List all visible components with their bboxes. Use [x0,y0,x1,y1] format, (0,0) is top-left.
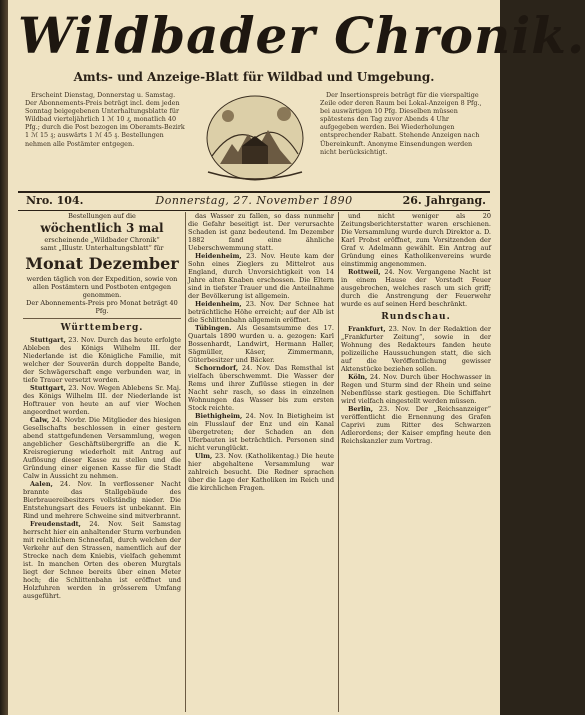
article-place: Tübingen. [195,324,232,332]
article-text: Als Gesamtsumme des 17. Quartals 1890 wurden u. a. gezogen: Karl Bossenhardt, Landwirt, Hermann Haller, Sägmüller, Käser, Zimmermann, Güterbesitzer und Bäcker. [188,324,334,364]
column-1 [23,212,181,712]
advert-month: Monat Dezember [25,254,179,273]
volume-year: 26. Jahrgang. [402,194,486,207]
article-place: Freudenstadt, [30,520,81,528]
article-place: Rottweil, [348,268,381,276]
article-place: Heidenheim, [195,300,242,308]
article-text: und nicht weniger als 20 Zeitungsberichterstatter waren erschienen. Die Versammlung wurde durch Direktor a. D. Karl Probst eröffnet, zum Vorsitzenden der Graf v. Adelmann gewählt. Ein Antrag auf Gründung eines Katholikenvereins wurde einstimmig angenommen. [341,212,491,268]
article [23,520,181,600]
article-place: Heidenheim, [195,252,242,260]
article [188,212,334,252]
article-place: Aalen, [30,480,53,488]
column-divider-1 [185,212,186,712]
article-text: 23. Nov. Der „Reichsanzeiger“ veröffentlicht die Ernennung des Grafen Caprivi zum Ritter des Schwarzen Adlerordens; der Kaiser empfing heute den Reichskanzler zum Vortrag. [341,405,491,445]
article-place: Berlin, [348,405,373,413]
article [341,212,491,268]
advert-line: samt „Illustr. Unterhaltungsblatt“ für [40,244,164,252]
article-text: 23. Nov. (Katholikentag.) Die heute hier abgehaltene Versammlung war zahlreich besucht. Die Redner sprachen über die Lage der Katholiken im Reich und die kirchlichen Fragen. [188,452,334,492]
article [23,416,181,480]
article-text: 24. Nov. Durch über Hochwasser in Regen und Sturm sind der Rhein und seine Nebenflüsse stark gestiegen. Die Schiffahrt wird vielfach eingestellt werden müssen. [341,373,491,405]
article [188,452,334,492]
column-3 [341,212,491,712]
issue-date: Donnerstag, 27. November 1890 [155,194,353,207]
article-text: 24. Nov. Das Remsthal ist vielfach überschwemmt. Die Wasser der Rems und ihrer Zuflüsse stiegen in der Nacht sehr rasch, so dass in einzelnen Wohnungen das Wasser bis zum ersten Stock reichte. [188,364,334,412]
article [188,300,334,324]
advert-rule [23,318,181,319]
article-text: 23. Nov. Durch das heute erfolgte Ableben des Königs Wilhelm III. der Niederlande ist die Königliche Familie, mit welcher der Souverän durch doppelte Bande, der Schwägerschaft enge verbunden war, in tiefe Trauer versetzt worden. [23,336,181,384]
article-place: Frankfurt, [348,325,386,333]
subscription-info-text: Erscheint Dienstag, Donnerstag u. Samstag. Der Abonnements-Preis beträgt incl. dem jeden Sonntag beigegebenen Unterhaltungsblatte für Wildbad vierteljährlich 1 ℳ 10 ₰, monatlich 40 Pfg.; durch die Post bezogen im Oberamts-Bezirk 1 ℳ 15 ₰; auswärts 1 ℳ 45 ₰. Bestellungen nehmen alle Postämter entgegen. [25,91,185,148]
article-place: Calw, [30,416,50,424]
article [188,364,334,412]
article-text: 24. Nov. In Bietigheim ist ein Flusslauf der Enz und ein Kanal übergetreten; der Schaden an den Uferbauten ist beträchtlich. Personen sind nicht verunglückt. [188,412,334,452]
article [341,325,491,373]
article-text: 24. Novbr. Die Mitglieder des hiesigen Gesellschafts beschlossen in einer gestern abend stattgefundenen Versammlung, wegen angeblicher Geschäftsübergriffe an die K. Kreisregierung wiederholt mit Antrag auf Auflösung dieser Kasse zu stellen und die Gründung einer eigenen Kasse für die Stadt Calw in Aussicht zu nehmen. [23,416,181,480]
article [188,324,334,364]
article-text: 23. Nov. In der Redaktion der „Frankfurter Zeitung“, sowie in der Wohnung des Redakteurs fanden heute polizeiliche Haussuchungen statt, die sich auf die Veröffentlichung gewisser Aktenstücke beziehen sollen. [341,325,491,373]
article-place: Köln, [348,373,368,381]
article-place: Stuttgart, [30,336,66,344]
book-binding [0,0,8,715]
advertising-info [320,91,488,187]
dateline-rule-bottom [18,210,490,211]
article [341,373,491,405]
advert-line: erscheinende „Wildbader Chronik“ [44,236,160,244]
article [341,268,491,308]
column-divider-2 [338,212,339,712]
advert-headline: wöchentlich 3 mal [40,221,164,235]
article-text: 23. Nov. Heute kam der Sohn eines Zieglers zu Mittelrot aus England, durch Unvorsichtigkeit von 14 Jahre alten Knaben erschossen. Die Eltern sind in tiefster Trauer und die Anteilnahme der Bevölkerung ist allgemein. [188,252,334,300]
advertising-info-text: Der Insertionspreis beträgt für die vierspaltige Zeile oder deren Raum bei Lokal-Anzeigen 8 Pfg., bei auswärtigen 10 Pfg. Dieselben müssen spätestens den Tag zuvor Abends 4 Uhr aufgegeben werden. Bei Wiederholungen entsprechender Rabatt. Stehende Anzeigen nach Übereinkunft. Anonyme Einsendungen werden nicht berücksichtigt. [320,91,482,156]
article [23,480,181,520]
article-text: das Wasser zu fallen, so dass nunmehr die Gefahr beseitigt ist. Der verursachte Schaden ist ganz bedeutend. Im Dezember 1882 fand eine ähnliche Ueberschwemmung statt. [188,212,334,252]
article-place: Ulm, [195,452,213,460]
article-place: Stuttgart, [30,384,66,392]
article-place: Schorndorf, [195,364,239,372]
newspaper-page [8,0,585,715]
subscription-info [25,91,187,187]
advert-line: werden täglich von der Expedition, sowie von allen Postämtern und Postboten entgegen genommen. [26,275,178,299]
article [188,252,334,300]
article [341,405,491,445]
article [188,412,334,452]
masthead-title: Wildbader Chronik. [18,6,585,65]
article-place: Biethigheim, [195,412,243,420]
subscription-advert [23,212,181,315]
article [23,336,181,384]
article-text: 23. Nov. Der Schnee hat beträchtliche Höhe erreicht; auf der Alb ist die Schlittenbahn allgemein eröffnet. [188,300,334,324]
section-heading-wuerttemberg: Württemberg. [60,323,144,333]
article-text: 24. Nov. Seit Samstag herrscht hier ein anhaltender Sturm verbunden mit reichlichem Schneefall, durch welchen der Verkehr auf den Strassen, namentlich auf der Strecke nach dem Kniebis, vielfach gehemmt ist. In manchen Orten des oberen Murgtals liegt der Schnee bereits über einen Meter hoch; die Schlittenbahn ist eröffnet und Holzfuhren werden in grösserem Umfang ausgeführt. [23,520,181,600]
town-vignette-illustration [198,86,312,186]
advert-line: Bestellungen auf die [68,212,136,220]
article [23,384,181,416]
article-text: 23. Nov. Wegen Ablebens Sr. Maj. des Königs Wilhelm III. der Niederlande ist Hoftrauer von heute an auf vier Wochen angeordnet worden. [23,384,181,416]
column-2 [188,212,334,712]
article-text: 24. Nov. Vergangene Nacht ist in einem Hause der Vorstadt Feuer ausgebrochen, welches rasch um sich griff; durch die Anstrengung der Feuerwehr wurde es auf seinen Herd beschränkt. [341,268,491,308]
section-heading-rundschau: Rundschau. [381,312,451,322]
article-text: 24. Nov. In verflossener Nacht brannte das Stallgebäude des Bierbrauereibesitzers vollständig nieder. Die Entstehungsart des Feuers ist unbekannt. Ein Rind und mehrere Schweine sind mitverbrannt. [23,480,181,520]
masthead-subtitle: Amts- und Anzeige-Blatt für Wildbad und Umgebung. [73,70,435,84]
dateline [18,193,490,209]
issue-number: Nro. 104. [26,194,84,207]
advert-price: Der Abonnements-Preis pro Monat beträgt 40 Pfg. [26,299,178,315]
